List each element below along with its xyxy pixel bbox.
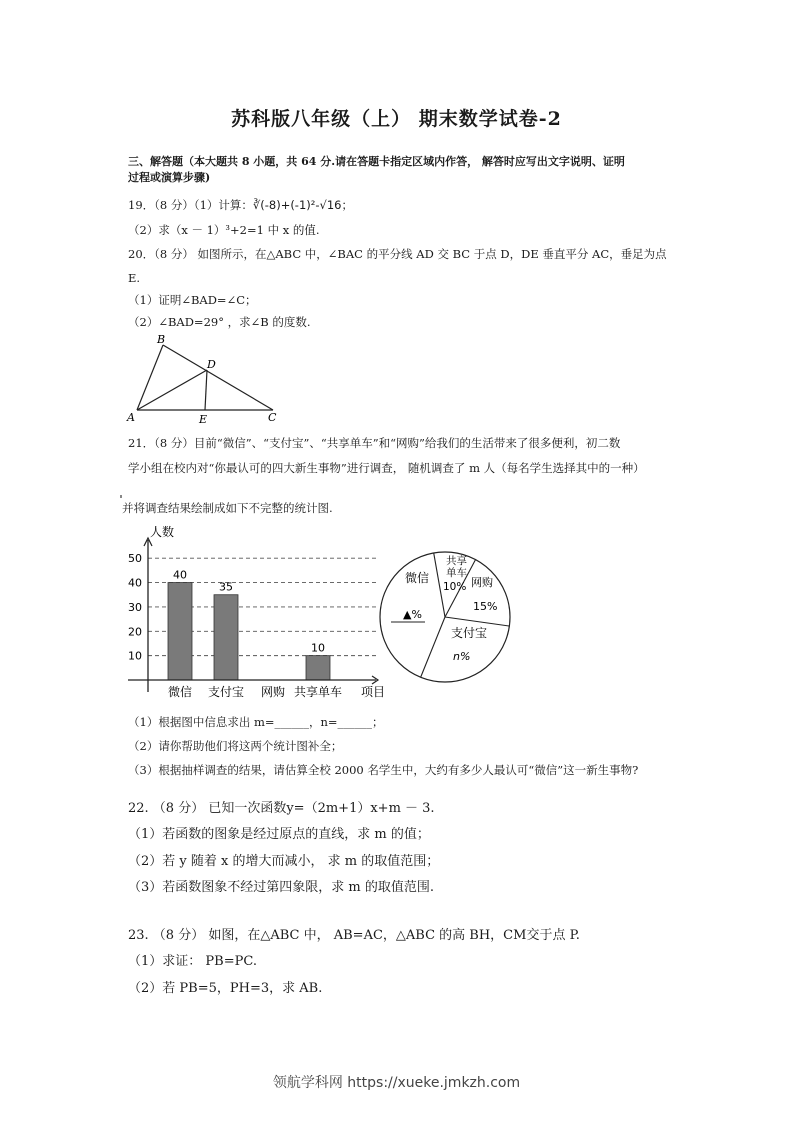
- q19-prefix: 19．（8 分）（1）计算：: [128, 198, 253, 212]
- page-title: 苏科版八年级（上） 期末数学试卷-2: [231, 108, 562, 130]
- pie-chart: [373, 550, 518, 685]
- label-a: A: [127, 411, 135, 424]
- q21-sub1: （1）根据图中信息求出 m=______，n=______；: [128, 715, 384, 729]
- q23-line3: （2）若 PB=5，PH=3，求 AB.: [128, 981, 323, 996]
- bar-chart-y-tick: 30: [128, 600, 142, 614]
- q21-sub2: （2）请你帮助他们将这两个统计图补全；: [128, 739, 343, 753]
- q22-line1: 22. （8 分） 已知一次函数y=（2m+1）x+m － 3.: [128, 801, 435, 816]
- q21-line3: 并将调查结果绘制成如下不完整的统计图.: [122, 501, 333, 515]
- pie-slice-boundary: [421, 617, 445, 677]
- label-e: E: [199, 413, 208, 425]
- bar-data-label: 40: [173, 568, 187, 582]
- scan-mark: [120, 495, 122, 498]
- q20-line3: （1）证明∠BAD=∠C；: [128, 293, 257, 307]
- pie-label-wechat: 微信: [405, 571, 430, 585]
- label-d: D: [207, 358, 216, 371]
- pie-value-wechat: ▲%: [403, 608, 422, 621]
- bar-chart-y-tick: 50: [128, 552, 142, 566]
- bar-chart-category-label: 微信: [167, 685, 193, 699]
- bar-chart: [118, 522, 393, 710]
- section-heading-line1: 三、解答题（本大题共 8 小题，共 64 分.请在答题卡指定区域内作答， 解答时应写出文字说明、证明: [128, 155, 625, 168]
- q19-formula: ∛(-8)+(-1)²-√16；: [252, 198, 353, 212]
- pie-label-bike-2: 单车: [446, 567, 467, 579]
- bar-data-label: 35: [219, 580, 233, 594]
- pie-value-alipay: n%: [453, 650, 471, 663]
- bar-chart-y-tick: 40: [128, 576, 142, 590]
- bar-chart-ylabel: 人数: [150, 525, 175, 539]
- footer-watermark: 领航学科网 https://xueke.jmkzh.com: [272, 1075, 521, 1091]
- q20-line1: 20．（8 分） 如图所示，在△ABC 中，∠BAC 的平分线 AD 交 BC 于点 D，DE 垂直平分 AC，垂足为点: [128, 247, 667, 261]
- pie-label-bike-1: 共享: [446, 555, 467, 567]
- pie-value-bike: 10%: [443, 581, 467, 593]
- q19-line1: [128, 197, 353, 213]
- q23-line2: （1）求证： PB=PC.: [128, 954, 257, 969]
- q21-sub3: （3）根据抽样调查的结果，请估算全校 2000 名学生中，大约有多少人最认可“微信”这一新生事物?: [128, 763, 639, 777]
- q20-line2: E.: [128, 271, 141, 285]
- q20-line4: （2）∠BAD=29° ，求∠B 的度数.: [128, 315, 311, 329]
- q21-line1: 21．（8 分）目前“微信”、“支付宝”、“共享单车”和“网购”给我们的生活带来了很多便利，初二数: [128, 436, 621, 450]
- bar-3: [306, 656, 330, 680]
- q22-line2: （1）若函数的图象是经过原点的直线，求 m 的值；: [128, 827, 430, 842]
- section-heading-line2: 过程或演算步骤): [128, 171, 211, 184]
- bar-chart-y-tick: 10: [128, 649, 142, 663]
- bar-chart-xlabel: 项目: [361, 685, 386, 699]
- q23-line1: 23. （8 分） 如图，在△ABC 中， AB=AC，△ABC 的高 BH，CM交于点 P.: [128, 928, 580, 943]
- q22-line4: （3）若函数图象不经过第四象限，求 m 的取值范围.: [128, 880, 434, 895]
- q19-line2: （2）求（x － 1）³+2=1 中 x 的值.: [128, 223, 320, 237]
- pie-slice-boundary: [445, 617, 509, 626]
- bar-chart-category-label: 支付宝: [207, 685, 245, 699]
- pie-label-shopping: 网购: [471, 576, 493, 589]
- bar-0: [168, 583, 192, 680]
- q21-line2: 学小组在校内对“你最认可的四大新生事物”进行调查， 随机调查了 m 人（每名学生选择其中的一种）: [128, 461, 645, 475]
- bar-data-label: 10: [311, 641, 325, 655]
- triangle-figure: [125, 333, 285, 425]
- label-b: B: [157, 333, 166, 346]
- label-c: C: [268, 411, 277, 424]
- bar-chart-y-tick: 20: [128, 625, 142, 639]
- pie-value-shopping: 15%: [473, 600, 498, 613]
- bar-1: [214, 595, 238, 680]
- pie-label-alipay: 支付宝: [451, 626, 488, 640]
- bar-chart-category-label: 共享单车: [293, 685, 343, 699]
- bar-chart-category-label: 网购: [260, 685, 286, 699]
- q22-line3: （2）若 y 随着 x 的增大而减小， 求 m 的取值范围；: [128, 854, 440, 869]
